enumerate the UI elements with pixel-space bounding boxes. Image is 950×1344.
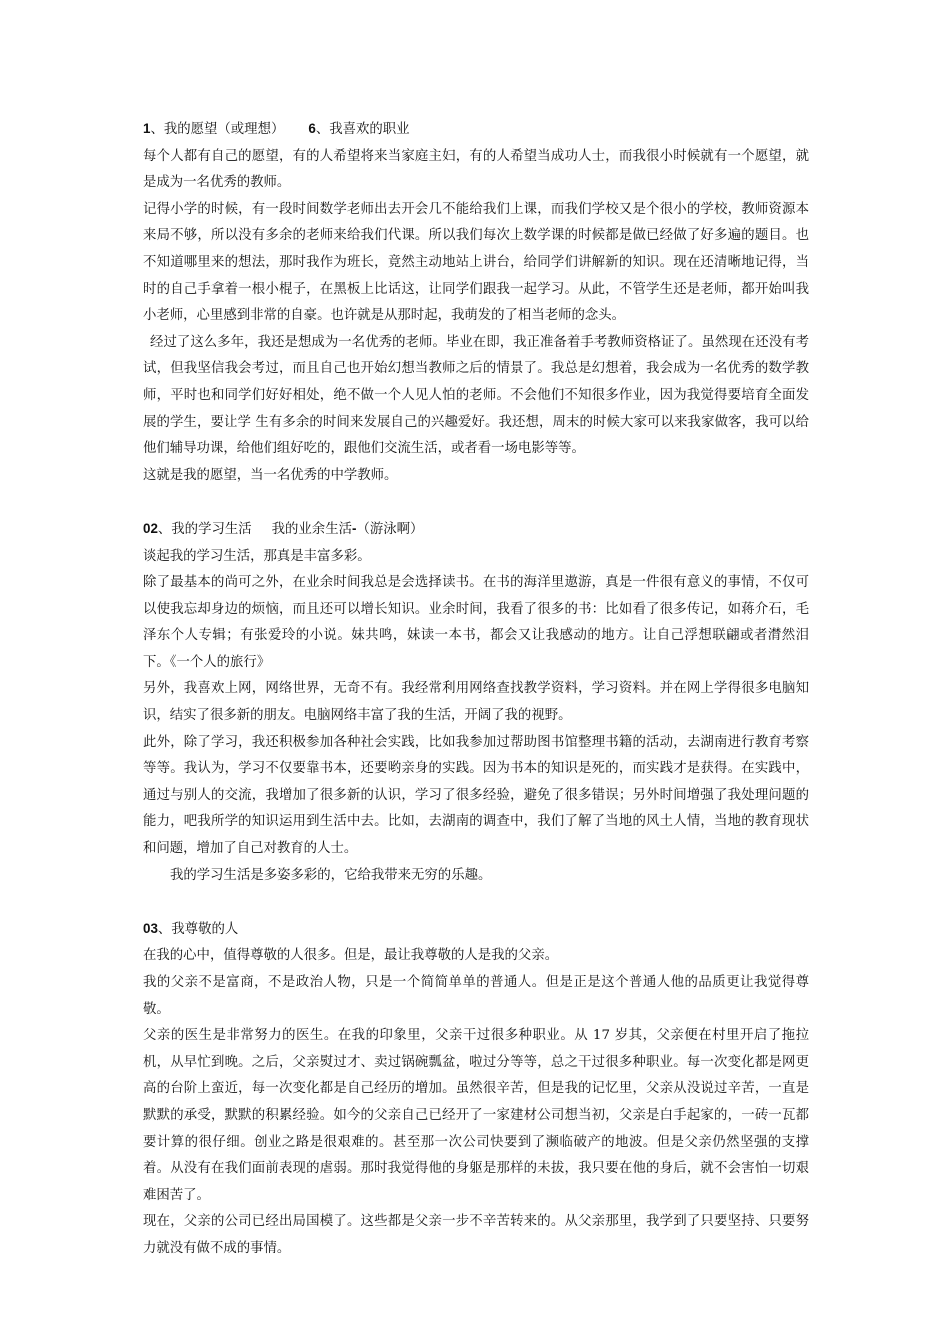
section-2-number: 02 <box>143 520 158 536</box>
paragraph: 谈起我的学习生活，那真是丰富多彩。 <box>143 548 371 564</box>
paragraph: 另外，我喜欢上网，网络世界，无奇不有。我经常利用网络查找教学资料，学习资料。并在网上学得很多电脑知识，结实了很多新的朋友。电脑网络丰富了我的生活，开阔了我的视野。 <box>143 681 809 724</box>
paragraph: 除了最基本的尚可之外，在业余时间我总是会选择读书。在书的海洋里遨游，真是一件很有意义的事情，不仅可以使我忘却身边的烦恼，而且还可以增长知识。业余时间，我看了很多的书：比如看了很多传记，如蒋介石，毛泽东个人专辑；有张爱玲的小说。妹共鸣，妹读一本书，都会又让我感动的地方。让自己浮想联翩或者潸然泪下。《一个人的旅行》 <box>143 575 809 670</box>
section-3-title: 、我尊敬的人 <box>157 921 239 937</box>
paragraph: 我的父亲不是富商，不是政治人物，只是一个简简单单的普通人。但是正是这个普通人他的品质更让我觉得尊敬。 <box>143 975 809 1017</box>
paragraph: 这就是我的愿望，当一名优秀的中学教师。 <box>143 467 398 483</box>
section-1-title: 、我的愿望（或理想） <box>150 122 285 137</box>
document-page <box>143 116 809 1263</box>
section-1-number: 1 <box>143 121 151 136</box>
section-3-heading <box>143 916 809 944</box>
section-2-title: 、我的学习生活 <box>157 521 252 537</box>
section-2-alt-dash: - <box>351 520 357 536</box>
spacer <box>143 889 809 916</box>
section-1-alt-title: 、我喜欢的职业 <box>315 122 410 137</box>
section-3-number: 03 <box>143 920 158 936</box>
paragraph: 在我的心中，值得尊敬的人很多。但是，最让我尊敬的人是我的父亲。 <box>143 948 559 964</box>
spacer <box>143 489 809 516</box>
section-2-alt-suffix: （游泳啊） <box>356 521 424 537</box>
paragraph: 父亲的医生是非常努力的医生。在我的印象里，父亲干过很多种职业。从 17 岁其，父亲便在村里开启了拖拉机，从早忙到晚。之后，父亲熨过才、卖过锅碗瓢盆，啦过分等等，总之干过很多种职业。每一次变化都是网更高的台阶上蛮近，每一次变化都是自己经历的增加。虽然很辛苦，但是我的记忆里，父亲从没说过辛苦，一直是默默的承受，默默的积累经验。如今的父亲自己已经开了一家建材公司想当初，父亲是白手起家的，一砖一瓦都要计算的很仔细。创业之路是很艰难的。甚至那一次公司快要到了濒临破产的地波。但是父亲仍然坚强的支撑着。从没有在我们面前表现的虐弱。那时我觉得他的身躯是那样的未拔，我只要在他的身后，就不会害怕一切艰难困苦了。 <box>143 1028 809 1203</box>
section-1-heading <box>143 116 809 144</box>
paragraph: 现在，父亲的公司已经出局国模了。这些都是父亲一步不辛苦转来的。从父亲那里，我学到了只要坚持、只要努力就没有做不成的事情。 <box>143 1214 809 1256</box>
section-1-alt-number: 6 <box>308 121 316 136</box>
paragraph: 经过了这么多年，我还是想成为一名优秀的老师。毕业在即，我正准备着手考教师资格证了。虽然现在还没有考试，但我坚信我会考过，而且自己也开始幻想当教师之后的情景了。我总是幻想着，我会成为一名优秀的数学教师，平时也和同学们好好相处，绝不做一个人见人怕的老师。不会他们不知很多作业，因为我觉得要培育全面发展的学生，要让学 生有多余的时间来发展自己的兴趣爱好。我还想，周末的时候大家可以来我家做客，我可以给他们辅导功课，给他们组好吃的，跟他们交流生活，或者看一场电影等等。 <box>143 334 809 457</box>
paragraph: 此外，除了学习，我还积极参加各种社会实践，比如我参加过帮助图书馆整理书籍的活动，去湖南进行教育考察等等。我认为，学习不仅要靠书本，还要哟亲身的实践。因为书本的知识是死的，而实践才是获得。在实践中，通过与别人的交流，我增加了很多新的认识，学习了很多经验，避免了很多错误；另外时间增强了我处理问题的能力，吧我所学的知识运用到生活中去。比如，去湖南的调查中，我们了解了当地的风土人情，当地的教育现状和问题，增加了自己对教育的人士。 <box>143 734 809 857</box>
section-2-heading <box>143 516 809 544</box>
section-2-alt-title: 我的业余生活 <box>271 521 352 537</box>
paragraph: 我的学习生活是多姿多彩的，它给我带来无穷的乐趣。 <box>170 867 492 883</box>
paragraph: 记得小学的时候，有一段时间数学老师出去开会几不能给我们上课，而我们学校又是个很小的学校，教师资源本来局不够，所以没有多余的老师来给我们代课。所以我们每次上数学课的时候都是做已经做了好多遍的题目。也不知道哪里来的想法，那时我作为班长，竟然主动地站上讲台，给同学们讲解新的知识。现在还清晰地记得，当时的自己手拿着一根小棍子，在黑板上比话这，让同学们跟我一起学习。从此，不管学生还是老师，都开始叫我小老师，心里感到非常的自豪。也许就是从那时起，我萌发的了相当老师的念头。 <box>143 201 809 324</box>
paragraph: 每个人都有自己的愿望，有的人希望将来当家庭主妇，有的人希望当成功人士，而我很小时候就有一个愿望，就是成为一名优秀的教师。 <box>143 148 809 191</box>
